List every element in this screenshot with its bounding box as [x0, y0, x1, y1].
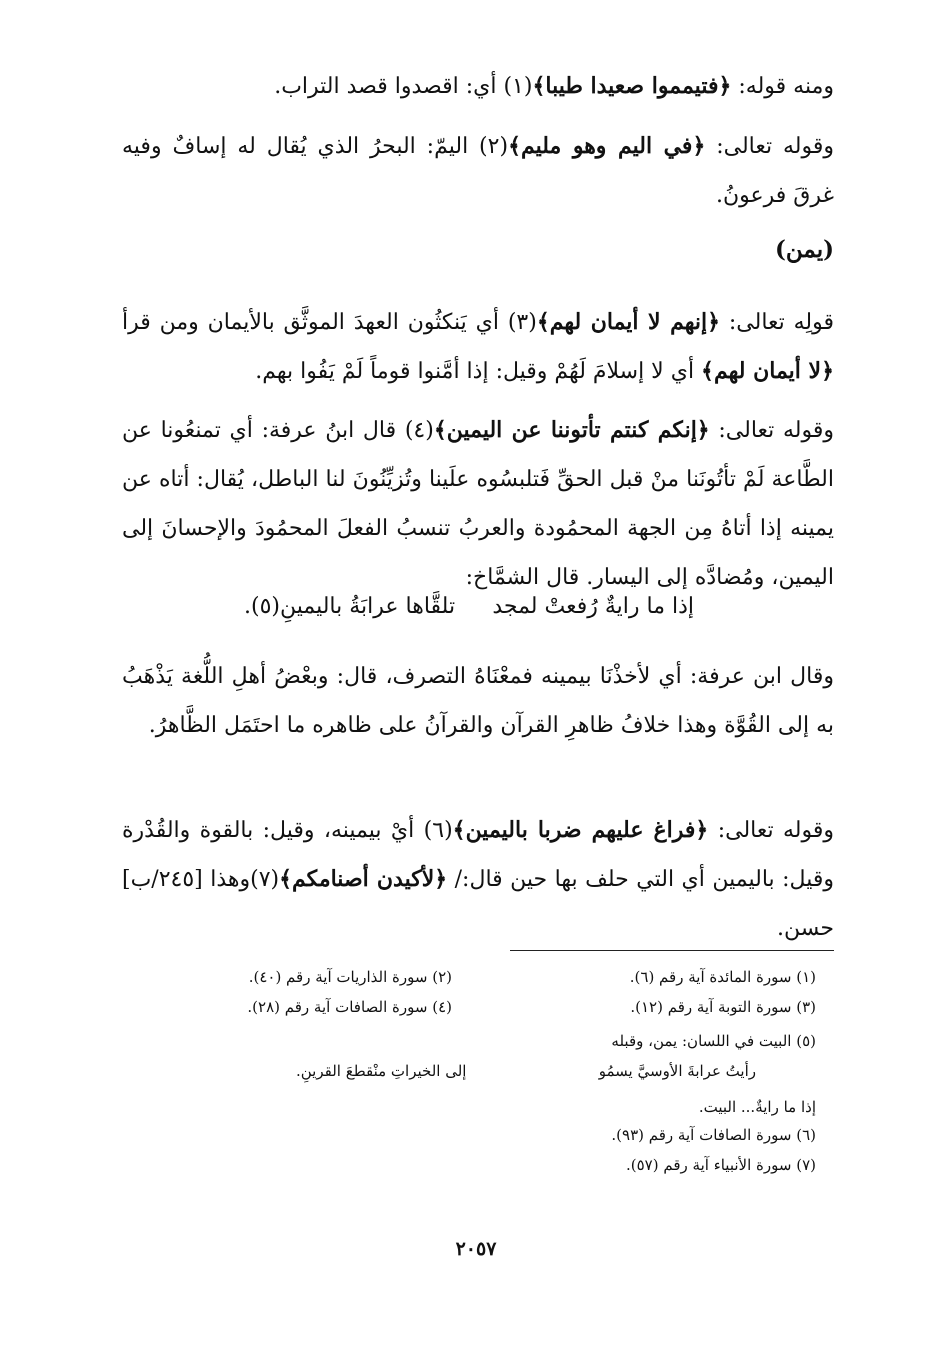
footnote-poem — [296, 1062, 756, 1080]
paragraph-yamin — [122, 406, 834, 602]
footnote-poem-first: رأيتُ عرابةَ الأوسيَّ يسمُو — [598, 1062, 756, 1080]
paragraph-text: (٣) أي يَنكثُون العهدَ الموثَّق بالأيمان ومن قرأ — [122, 310, 537, 335]
paragraph-text: (٢) اليمّ: البحرُ الذي يُقال له إسافٌ وفيه غرقَ فرعونُ. — [122, 134, 834, 208]
footnote-2: (٢) سورة الذاريات آية رقم (٤٠). — [248, 968, 452, 986]
verse-second-hemistich: تلقَّاها عرابَةُ باليمينِ(٥). — [244, 594, 456, 619]
footnote-5: (٥) البيت في اللسان: يمن، وقبله — [611, 1032, 816, 1050]
footnote-7: (٧) سورة الأنبياء آية رقم (٥٧). — [626, 1156, 816, 1174]
page-number: ٢٠٥٧ — [455, 1238, 497, 1260]
quran-quote: ﴿لا أيمان لهم﴾ — [701, 358, 834, 384]
footnote-3: (٣) سورة التوبة آية رقم (١٢). — [630, 998, 816, 1016]
paragraph-text: (١) أي: اقصدوا قصد التراب. — [274, 74, 533, 99]
paragraph-text: وقال ابن عرفة: أي لأخذْنَا بيمينه فمعْنَاهُ التصرف، قال: وبعْضُ أهلِ اللُّغة يَذْهَبُ به إلى القُوَّة وهذا خلافُ ظاهرِ القرآن والقرآنُ على ظاهره ما احتَمَل الظَّاهرُ. — [122, 664, 834, 738]
paragraph-text: (٤) قال ابنُ عرفة: أي تمنعُونا عن الطَّاعة لَمْ تأتُونَنا منْ قبل الحقِّ فَتلبسُوه علَينا وتُزيِّنُونَ لنا الباطل، يُقال: أتاه عن يمينه إذا أتاهُ مِن الجهة المحمُودة والعربُ تنسبُ الفعلَ المحمُودَ والإحسانَ إلى اليمين، ومُضادَّه إلى اليسار. قال الشمَّاخ: — [122, 418, 834, 590]
quran-quote: ﴿فتيمموا صعيدا طيبا﴾ — [532, 73, 732, 99]
verse-first-hemistich: إذا ما رايةٌ رُفعتْ لمجد — [492, 594, 694, 619]
footnote-divider — [510, 950, 834, 951]
footnote-6: (٦) سورة الصافات آية رقم (٩٣). — [611, 1126, 816, 1144]
quran-quote: ﴿في اليم وهو مليم﴾ — [508, 133, 706, 159]
paragraph-text: (٦) أيْ بيمينه، وقيل: بالقوة والقُدْرة وقيل: باليمين أي التي حلف بها حين قال:/ — [122, 818, 834, 892]
paragraph-ibn-arafa — [122, 652, 834, 750]
section-heading: (يمن) — [775, 236, 834, 263]
quran-quote: ﴿فراغ عليهم ضربا باليمين﴾ — [452, 817, 709, 843]
paragraph-text: وقوله تعالى: — [709, 418, 834, 443]
quran-quote: ﴿إنكم كنتم تأتوننا عن اليمين﴾ — [433, 417, 710, 443]
footnote-poem-second: إلى الخيراتِ منْقطعَ القرينِ. — [296, 1062, 467, 1080]
paragraph-text: أي لا إسلامَ لَهُمْ وقيل: إذا أمَّنوا قوماً لَمْ يَفُوا بهم. — [255, 359, 702, 384]
footnote-1: (١) سورة المائدة آية رقم (٦). — [629, 968, 816, 986]
paragraph-tayammum — [122, 62, 834, 111]
footnote-5-continued: إذا ما رايةٌ... البيت. — [698, 1098, 816, 1116]
poetry-verse — [244, 594, 694, 619]
paragraph-text: (٧)وهذا [٢٤٥/ب] حسن. — [122, 867, 834, 941]
paragraph-text: وقوله تعالى: — [705, 134, 834, 159]
paragraph-text: وقوله تعالى: — [708, 818, 835, 843]
paragraph-yamm — [122, 122, 834, 220]
quran-quote: ﴿لأكيدن أصنامكم﴾ — [279, 866, 448, 892]
paragraph-text: ومنه قوله: — [731, 74, 834, 99]
footnote-4: (٤) سورة الصافات آية رقم (٢٨). — [247, 998, 452, 1016]
quran-quote: ﴿إنهم لا أيمان لهم﴾ — [536, 309, 721, 335]
paragraph-faragh — [122, 806, 834, 953]
paragraph-aymaan — [122, 298, 834, 396]
paragraph-text: قولِه تعالى: — [720, 310, 834, 335]
